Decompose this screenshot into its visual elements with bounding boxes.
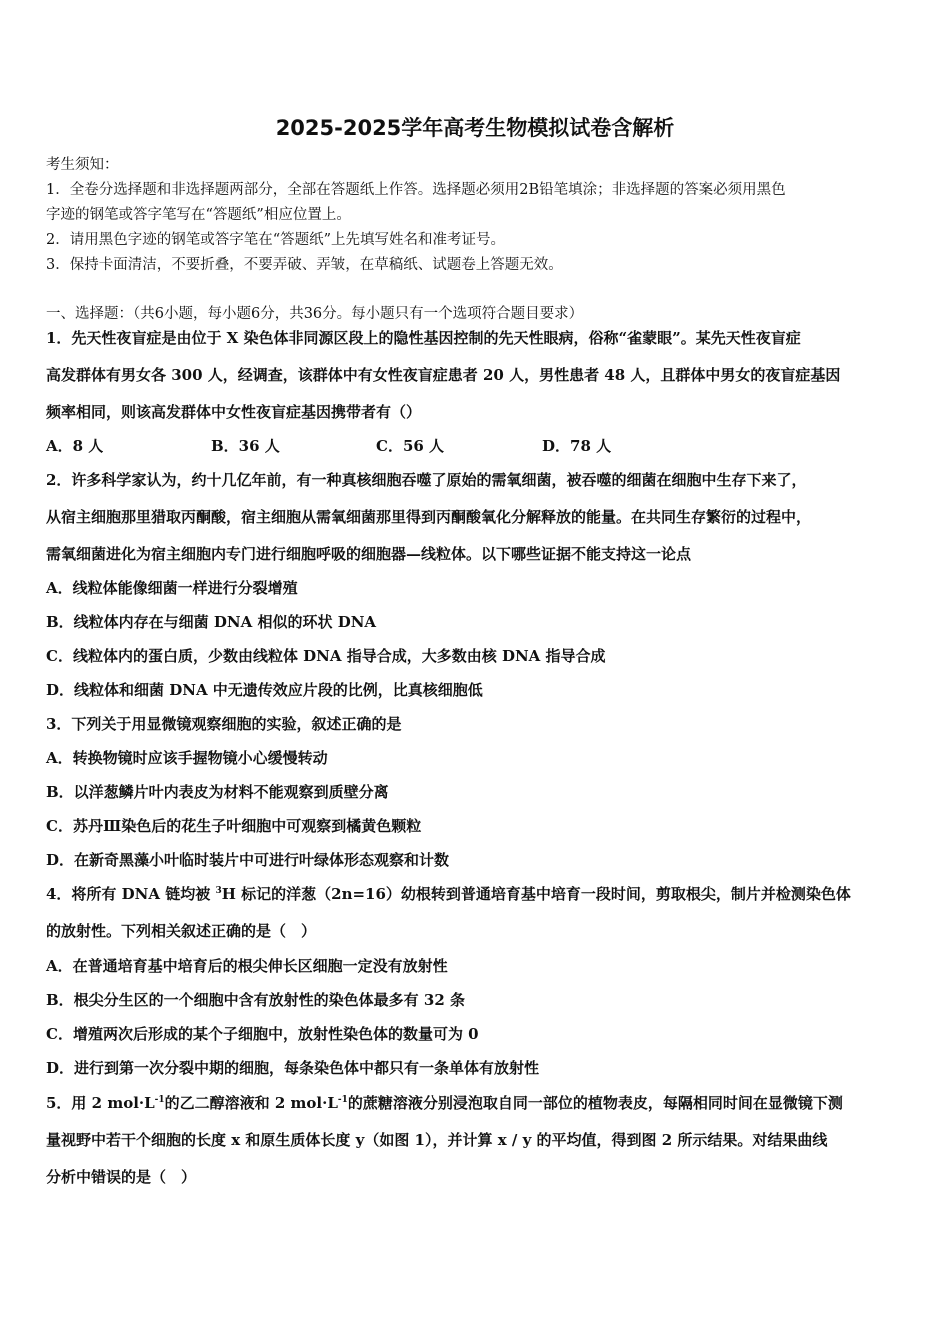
q4-option-a[interactable]: A．在普通培育基中培育后的根尖伸长区细胞一定没有放射性 <box>46 957 448 975</box>
q5-line-1-part-c: 的蔗糖溶液分别浸泡取自同一部位的植物表皮，每隔相同时间在显微镜下测 <box>347 1094 843 1112</box>
page-title: 2025-2025学年高考生物模拟试卷含解析 <box>275 116 675 140</box>
q4-option-c[interactable]: C．增殖两次后形成的某个子细胞中，放射性染色体的数量可为 0 <box>46 1025 479 1043</box>
q2-option-d[interactable]: D．线粒体和细菌 DNA 中无遗传效应片段的比例，比真核细胞低 <box>46 681 483 699</box>
q1-option-d[interactable]: D．78 人 <box>542 437 612 455</box>
notice-item-1-line-1: 1．全卷分选择题和非选择题两部分，全部在答题纸上作答。选择题必须用2B铅笔填涂；非选择题的答案必须用黑色 <box>46 182 786 198</box>
q3-line-1: 3．下列关于用显微镜观察细胞的实验，叙述正确的是 <box>46 715 402 733</box>
q1-option-c[interactable]: C．56 人 <box>376 437 445 455</box>
q4-line-1-part-a: 4．将所有 DNA 链均被 <box>46 885 216 903</box>
q5-line-3: 分析中错误的是（ ） <box>46 1168 197 1186</box>
notice-heading: 考生须知： <box>46 157 119 173</box>
q2-option-c[interactable]: C．线粒体内的蛋白质，少数由线粒体 DNA 指导合成，大多数由核 DNA 指导合成 <box>46 647 606 665</box>
q3-option-a[interactable]: A．转换物镜时应该手握物镜小心缓慢转动 <box>46 749 328 767</box>
notice-item-2: 2．请用黑色字迹的钢笔或答字笔在“答题纸”上先填写姓名和准考证号。 <box>46 232 506 248</box>
q4-option-b[interactable]: B．根尖分生区的一个细胞中含有放射性的染色体最多有 32 条 <box>46 991 465 1009</box>
q4-line-1-part-b: H 标记的洋葱（2n=16）幼根转到普通培育基中培育一段时间，剪取根尖，制片并检测染色体 <box>221 885 851 903</box>
q2-line-2: 从宿主细胞那里猎取丙酮酸，宿主细胞从需氧细菌那里得到丙酮酸氧化分解释放的能量。在共同生存繁衍的过程中， <box>46 508 812 526</box>
q5-line-1 <box>46 1092 843 1113</box>
q5-line-2: 量视野中若干个细胞的长度 x 和原生质体长度 y（如图 1），并计算 x / y 的平均值，得到图 2 所示结果。对结果曲线 <box>46 1131 828 1149</box>
q2-line-1: 2．许多科学家认为，约十几亿年前，有一种真核细胞吞噬了原始的需氧细菌，被吞噬的细菌在细胞中生存下来了， <box>46 471 807 489</box>
q3-option-b[interactable]: B．以洋葱鳞片叶内表皮为材料不能观察到质壁分离 <box>46 783 389 801</box>
q2-option-a[interactable]: A．线粒体能像细菌一样进行分裂增殖 <box>46 579 298 597</box>
q4-superscript: 3 <box>215 886 222 896</box>
q5-superscript-2: -1 <box>337 1095 348 1105</box>
q1-option-a[interactable]: A．8 人 <box>46 437 104 455</box>
q5-line-1-part-b: 的乙二醇溶液和 2 mol·L <box>164 1094 338 1112</box>
q4-line-2: 的放射性。下列相关叙述正确的是（ ） <box>46 922 317 940</box>
q3-option-d[interactable]: D．在新奇黑藻小叶临时装片中可进行叶绿体形态观察和计数 <box>46 851 450 869</box>
section-heading: 一、选择题：（共6小题，每小题6分，共36分。每小题只有一个选项符合题目要求） <box>46 306 584 322</box>
q3-option-c[interactable]: C．苏丹Ⅲ染色后的花生子叶细胞中可观察到橘黄色颗粒 <box>46 817 422 835</box>
q5-line-1-part-a: 5．用 2 mol·L <box>46 1094 155 1112</box>
q1-line-3: 频率相同，则该高发群体中女性夜盲症基因携带者有（） <box>46 403 422 421</box>
q2-option-b[interactable]: B．线粒体内存在与细菌 DNA 相似的环状 DNA <box>46 613 377 631</box>
q4-line-1 <box>46 883 851 904</box>
q4-option-d[interactable]: D．进行到第一次分裂中期的细胞，每条染色体中都只有一条单体有放射性 <box>46 1059 540 1077</box>
q1-line-2: 高发群体有男女各 300 人，经调查，该群体中有女性夜盲症患者 20 人，男性患者 48 人，且群体中男女的夜盲症基因 <box>46 366 841 384</box>
notice-item-1-line-2: 字迹的钢笔或答字笔写在“答题纸”相应位置上。 <box>46 207 351 223</box>
q1-option-b[interactable]: B．36 人 <box>211 437 280 455</box>
q2-line-3: 需氧细菌进化为宿主细胞内专门进行细胞呼吸的细胞器—线粒体。以下哪些证据不能支持这一论点 <box>46 545 692 563</box>
notice-item-3: 3．保持卡面清洁，不要折叠，不要弄破、弄皱，在草稿纸、试题卷上答题无效。 <box>46 257 563 273</box>
q1-line-1: 1．先天性夜盲症是由位于 X 染色体非同源区段上的隐性基因控制的先天性眼病，俗称“雀蒙眼”。某先天性夜盲症 <box>46 329 801 347</box>
q5-superscript-1: -1 <box>154 1095 165 1105</box>
